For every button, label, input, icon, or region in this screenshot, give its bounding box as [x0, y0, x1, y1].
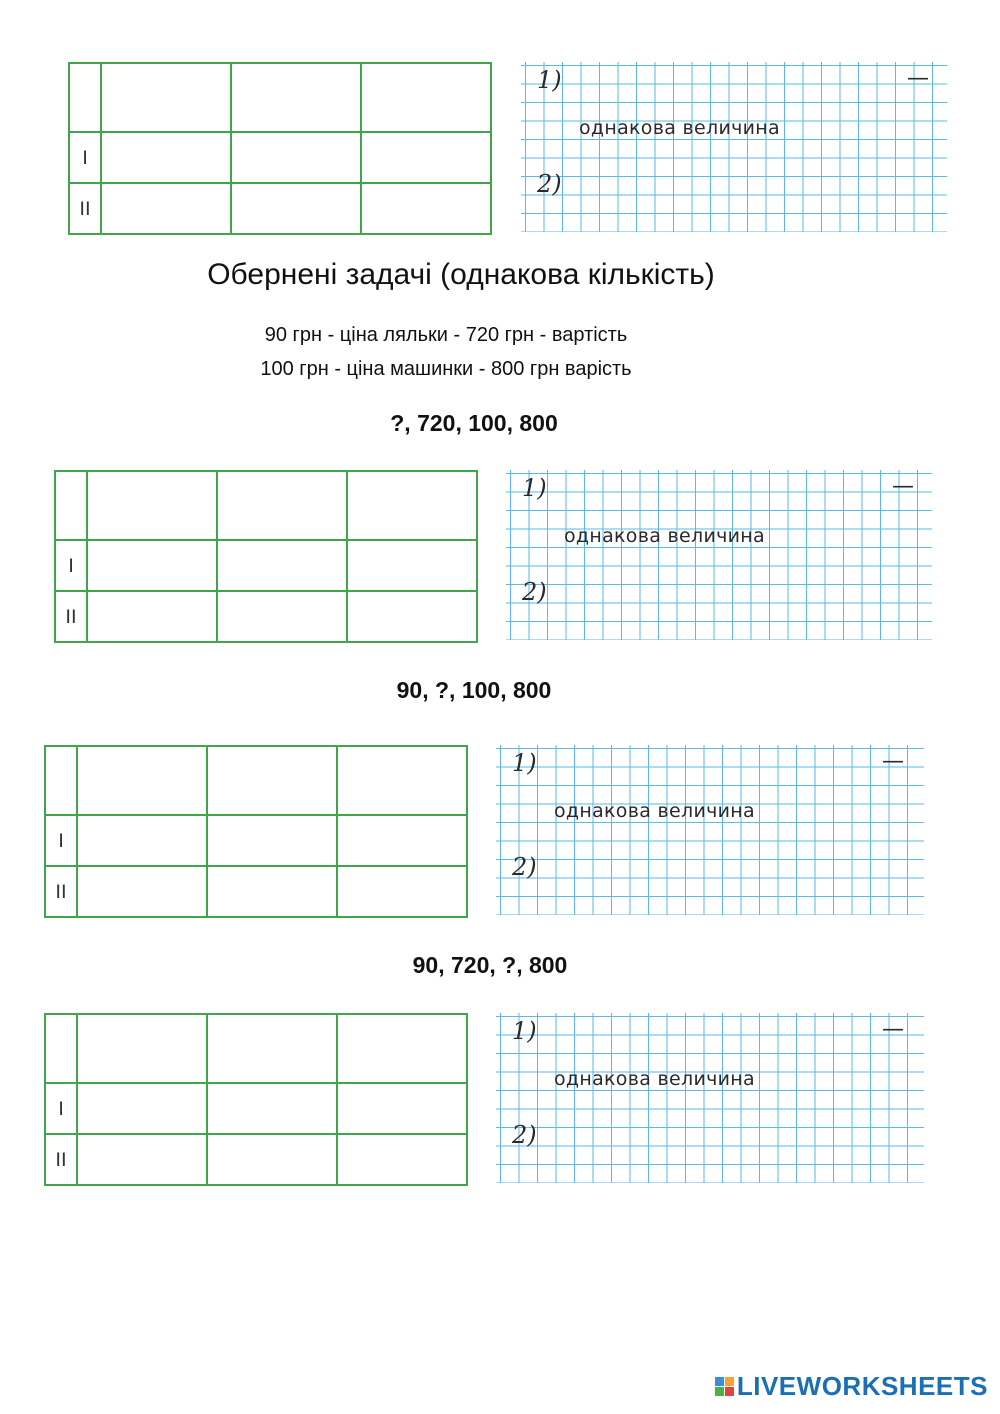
step-1-label: 1)	[512, 749, 537, 777]
table-block-1	[68, 62, 492, 235]
table-header-cell	[337, 746, 467, 815]
task-sequence-2: 90, ?, 100, 800	[396, 677, 552, 703]
table-cell	[101, 132, 231, 183]
graph-paper-block-1	[521, 62, 947, 232]
table-block-3	[44, 745, 468, 918]
dash-mark: —	[907, 66, 929, 91]
table-cell	[337, 1134, 467, 1185]
liveworksheets-brand[interactable]	[715, 1371, 988, 1402]
table-header-cell	[101, 63, 231, 132]
table-cell	[101, 183, 231, 234]
table-cell	[77, 815, 207, 866]
table-cell	[207, 866, 337, 917]
step-2-label: 2)	[522, 578, 547, 606]
table-cell	[337, 1083, 467, 1134]
graph-paper-block-3	[496, 745, 924, 915]
table-cell	[207, 1134, 337, 1185]
logo-square	[725, 1377, 734, 1386]
step-2-label: 2)	[537, 170, 562, 198]
row-label-ii: II	[55, 591, 87, 642]
table-cell	[231, 132, 361, 183]
graph-paper-block-2	[506, 470, 932, 640]
table-header-cell	[361, 63, 491, 132]
row-label-i: I	[69, 132, 101, 183]
table-header-cell	[207, 746, 337, 815]
step-1-label: 1)	[522, 474, 547, 502]
equal-quantity-label: однакова величина	[554, 800, 755, 822]
table-cell	[207, 815, 337, 866]
table-header-cell	[77, 746, 207, 815]
table-corner-cell	[69, 63, 101, 132]
dash-mark: —	[882, 749, 904, 774]
brand-name: LIVEWORKSHEETS	[736, 1371, 988, 1401]
step-2-label: 2)	[512, 1121, 537, 1149]
logo-square	[715, 1377, 724, 1386]
equal-quantity-label: однакова величина	[554, 1068, 755, 1090]
row-label-i: I	[45, 815, 77, 866]
table-header-cell	[77, 1014, 207, 1083]
step-1-label: 1)	[537, 66, 562, 94]
step-2-label: 2)	[512, 853, 537, 881]
table-block-2	[54, 470, 478, 643]
table-header-cell	[231, 63, 361, 132]
table-cell	[347, 591, 477, 642]
table-cell	[77, 1083, 207, 1134]
liveworksheets-logo-icon	[715, 1377, 734, 1396]
row-label-ii: II	[45, 1134, 77, 1185]
table-cell	[337, 815, 467, 866]
equal-quantity-label: однакова величина	[564, 525, 765, 547]
table-header-cell	[87, 471, 217, 540]
table-cell	[217, 591, 347, 642]
row-label-ii: II	[69, 183, 101, 234]
row-label-ii: II	[45, 866, 77, 917]
table-header-cell	[217, 471, 347, 540]
page-title: Обернені задачі (однакова кількість)	[207, 258, 715, 291]
step-1-label: 1)	[512, 1017, 537, 1045]
task-sequence-1: ?, 720, 100, 800	[390, 410, 558, 436]
table-cell	[231, 183, 361, 234]
table-cell	[207, 1083, 337, 1134]
table-cell	[347, 540, 477, 591]
dash-mark: —	[892, 474, 914, 499]
table-cell	[77, 1134, 207, 1185]
table-header-cell	[347, 471, 477, 540]
table-block-4	[44, 1013, 468, 1186]
table-corner-cell	[45, 746, 77, 815]
table-corner-cell	[45, 1014, 77, 1083]
table-corner-cell	[55, 471, 87, 540]
row-label-i: I	[55, 540, 87, 591]
table-cell	[361, 132, 491, 183]
task-sequence-3: 90, 720, ?, 800	[412, 952, 568, 978]
table-cell	[87, 540, 217, 591]
row-label-i: I	[45, 1083, 77, 1134]
equal-quantity-label: однакова величина	[579, 117, 780, 139]
logo-square	[725, 1387, 734, 1396]
graph-paper-block-4	[496, 1013, 924, 1183]
table-cell	[77, 866, 207, 917]
table-cell	[361, 183, 491, 234]
table-header-cell	[207, 1014, 337, 1083]
table-cell	[217, 540, 347, 591]
dash-mark: —	[882, 1017, 904, 1042]
problem-line-1: 90 грн - ціна ляльки - 720 грн - вартість	[264, 324, 628, 346]
table-cell	[337, 866, 467, 917]
logo-square	[715, 1387, 724, 1396]
table-header-cell	[337, 1014, 467, 1083]
problem-line-2: 100 грн - ціна машинки - 800 грн варість	[260, 358, 632, 380]
table-cell	[87, 591, 217, 642]
